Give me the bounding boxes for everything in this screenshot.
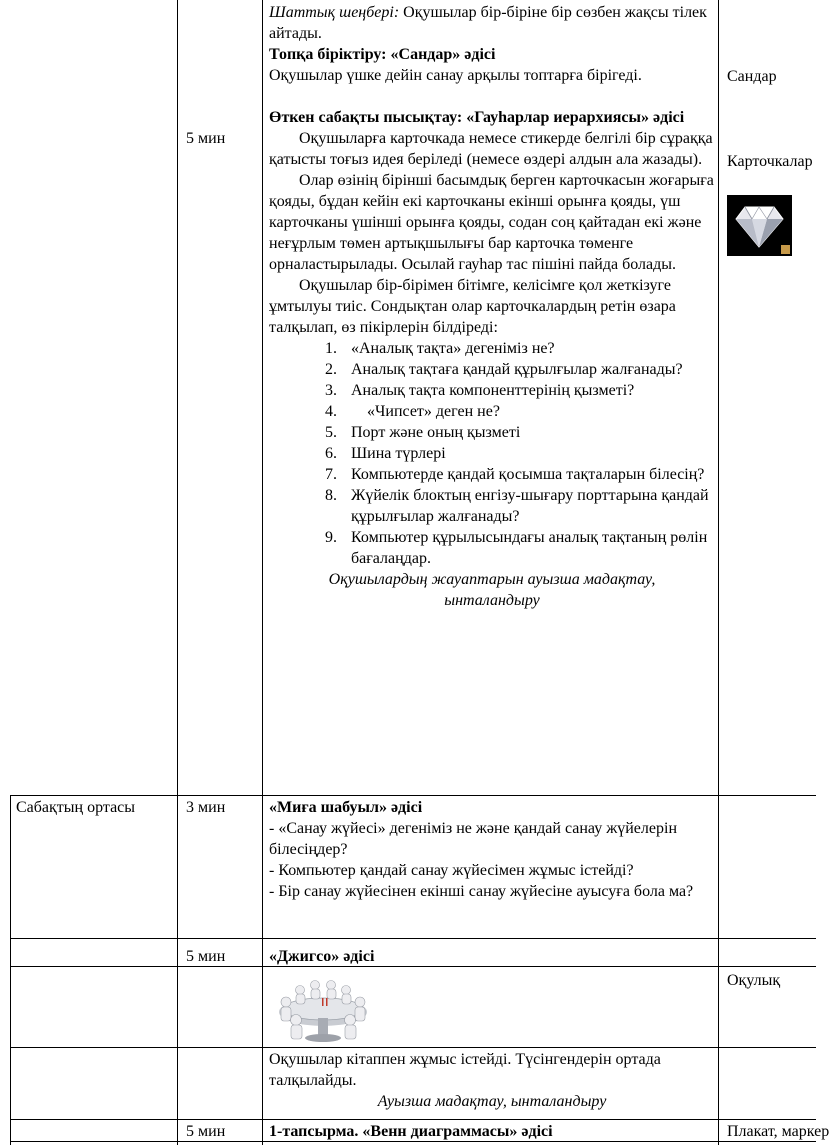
row6-title: 1-тапсырма. «Венн диаграммасы» әдісі [269,1123,553,1140]
grid-line [10,966,816,967]
diamond-image [727,195,792,256]
row1-feedback: Оқушылардың жауаптарын ауызша мадақтау, ынталандыру [328,571,656,609]
resource-cards: Карточкалар [727,153,813,170]
list-item: 8. Жүйелік блоктың енгізу-шығару порттарына қандай құрылғылар жалғанады? [325,487,709,525]
review-para-2: Олар өзінің бірінші басымдық берген карточкасын жоғарыға қояды, бұдан кейін екі карточканы екінші орынға қояды, үш карточканы үшінші орынға қояды, содан соң қайтадан екі және неғұрлым төмен артықшылығы бар карточка төменге орналастырылады. Осылай гауһар тас пішіні пайда болады. [269,172,714,273]
round-table-image [272,968,374,1046]
grid-line [10,1119,816,1120]
row5-feedback: Ауызша мадақтау, ынталандыру [377,1093,607,1110]
review-para-3: Оқушылар бір-бірімен бітімге, келісімге қол жеткізуге ұмтылуы тиіс. Сондықтан олар карточкалардың ретін өзара талқылап, өз пікірлерін білдіреді: [269,277,676,336]
row2-title: «Миға шабуыл» әдісі [269,799,423,816]
grid-line [10,795,816,796]
row1-content [269,2,715,611]
row1-time: 5 мин [186,130,226,147]
wish-paragraph [269,2,715,44]
grid-line [177,0,178,1145]
review-title: Өткен сабақты пысықтау: «Гауһарлар иерархиясы» әдісі [269,109,685,126]
row2-content [269,797,715,902]
grid-line [718,0,719,1145]
grid-line [10,1047,816,1048]
wish-text: Оқушылар бір-біріне бір сөзбен жақсы тілек айтады. [269,4,707,42]
list-item: 9. Компьютер құрылысындағы аналық тақтаның рөлін бағалаңдар. [325,529,708,567]
row2-stage: Сабақтың ортасы [16,799,136,816]
row5-text: Оқушылар кітаппен жұмыс істейді. Түсінгендерін ортада талқылайды. [269,1051,661,1089]
list-item: 2. Аналық тақтаға қандай құрылғылар жалғанады? [325,361,683,378]
row6-time: 5 мин [186,1123,226,1140]
row2-line: - Компьютер қандай санау жүйесімен жұмыс істейді? [269,862,634,879]
row5-content [269,1049,715,1112]
row3-title: «Джигсо» әдісі [269,948,375,965]
list-item: 3. Аналық тақта компоненттерінің қызметі? [325,382,635,399]
row6-resource: Плакат, маркер [727,1123,829,1140]
row3-time: 5 мин [186,948,226,965]
group-title: Топқа біріктіру: «Сандар» әдісі [269,46,496,63]
list-item: 4. «Чипсет» деген не? [325,403,500,420]
row4-resource: Оқулық [727,972,781,989]
list-item: 6. Шина түрлері [325,445,446,462]
grid-line [10,795,11,1145]
list-item: 7. Компьютерде қандай қосымша тақталарын білесің? [325,466,705,483]
row2-line: - «Санау жүйесі» дегеніміз не және қандай санау жүйелерін білесіңдер? [269,820,677,858]
group-text: Оқушылар үшке дейін санау арқылы топтарға бірігеді. [269,67,642,84]
list-item: 1. «Аналық тақта» дегеніміз не? [325,340,555,357]
review-para-1: Оқушыларға карточкада немесе стикерде белгілі бір сұраққа қатысты тоғыз идея беріледі (немесе өздері алдын ала жазады). [269,130,713,168]
grid-line [10,938,816,939]
row2-line: - Бір санау жүйесінен екінші санау жүйесіне ауысуға бола ма? [269,883,694,900]
spacer [269,86,715,107]
row2-time: 3 мин [186,799,226,816]
questions-list [309,338,715,569]
wish-title: Шаттық шеңбері: [269,4,400,21]
resource-numbers: Сандар [727,68,777,85]
grid-line [262,0,263,1145]
list-item: 5. Порт және оның қызметі [325,424,521,441]
